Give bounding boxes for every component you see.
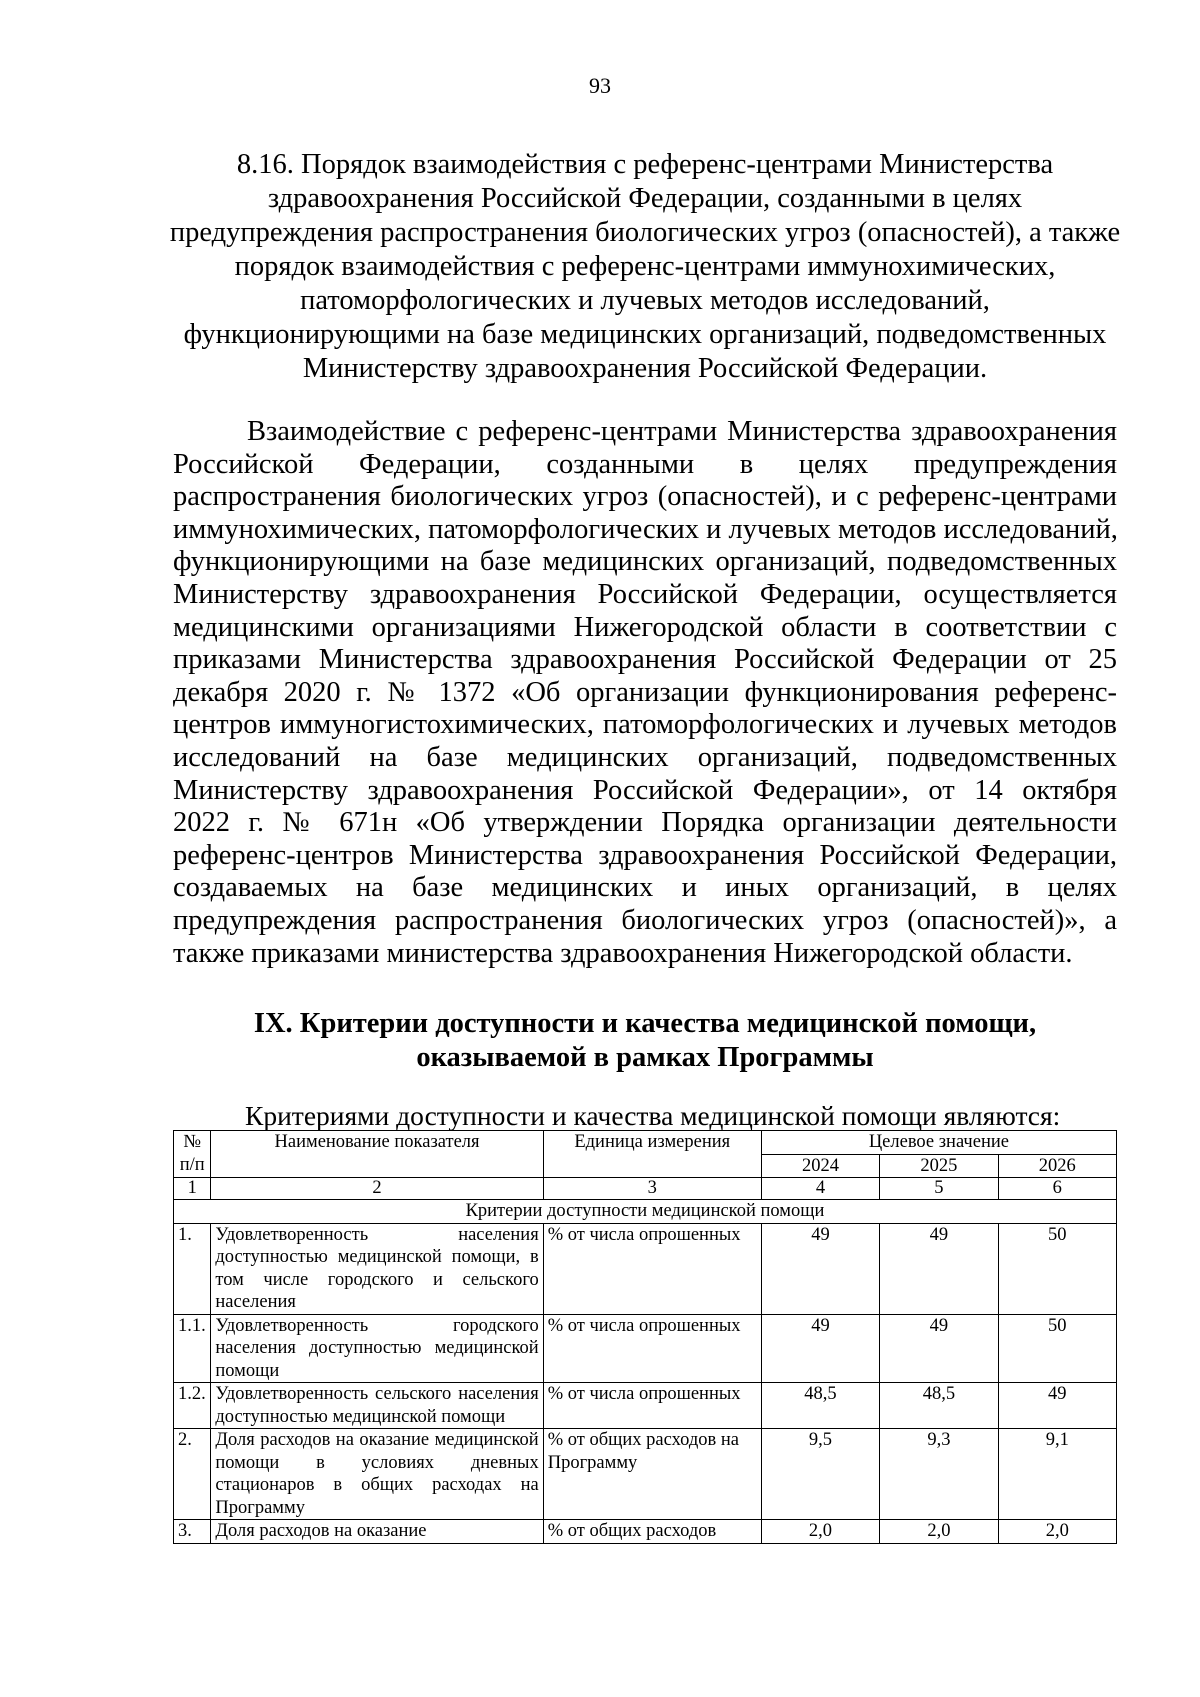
body-line: предупреждения распространения биологических угроз (опасностей)», а bbox=[173, 904, 1117, 936]
row-unit: % от числа опрошенных bbox=[543, 1314, 761, 1383]
body-line: также приказами министерства здравоохранения Нижегородской области. bbox=[173, 937, 1073, 969]
row-unit: % от числа опрошенных bbox=[543, 1383, 761, 1429]
section-title-line: предупреждения распространения биологических угроз (опасностей), а также bbox=[169, 217, 1121, 248]
page-number: 93 bbox=[589, 73, 611, 98]
row-name: Удовлетворенность населения доступностью медицинской помощи, в том числе городского и сельского населения bbox=[211, 1223, 543, 1314]
header-target: Целевое значение bbox=[761, 1131, 1116, 1155]
section-title-line: патоморфологических и лучевых методов исследований, bbox=[300, 285, 990, 316]
body-line: создаваемых на базе медицинских и иных организаций, в целях bbox=[173, 872, 1117, 904]
row-value-2024: 49 bbox=[761, 1223, 879, 1314]
column-index: 6 bbox=[998, 1178, 1116, 1200]
row-value-2026: 2,0 bbox=[998, 1520, 1116, 1544]
section-title-line: здравоохранения Российской Федерации, созданными в целях bbox=[267, 183, 1023, 214]
table-row bbox=[174, 1520, 1117, 1544]
body-line: Министерству здравоохранения Российской Федерации, осуществляется bbox=[173, 578, 1117, 610]
row-num: 1.2. bbox=[174, 1383, 211, 1429]
column-index: 5 bbox=[880, 1178, 998, 1200]
table-row bbox=[174, 1383, 1117, 1429]
header-name: Наименование показателя bbox=[211, 1131, 543, 1178]
row-value-2025: 2,0 bbox=[880, 1520, 998, 1544]
body-line: функционирующими на базе медицинских организаций, подведомственных bbox=[173, 546, 1117, 578]
column-index: 1 bbox=[174, 1178, 211, 1200]
row-num: 3. bbox=[174, 1520, 211, 1544]
section-title-line: порядок взаимодействия с референс-центрами иммунохимических, bbox=[234, 251, 1056, 282]
row-name: Удовлетворенность сельского населения доступностью медицинской помощи bbox=[211, 1383, 543, 1429]
body-line: распространения биологических угроз (опасностей), и с референс-центрами bbox=[173, 481, 1117, 513]
body-line: приказами Министерства здравоохранения Российской Федерации от 25 bbox=[173, 644, 1117, 676]
row-value-2025: 9,3 bbox=[880, 1429, 998, 1520]
row-value-2024: 9,5 bbox=[761, 1429, 879, 1520]
body-line: медицинскими организациями Нижегородской области в соответствии с bbox=[173, 611, 1117, 643]
body-line: иммунохимических, патоморфологических и лучевых методов исследований, bbox=[173, 513, 1118, 545]
column-index: 4 bbox=[761, 1178, 879, 1200]
row-name: Удовлетворенность городского населения доступностью медицинской помощи bbox=[211, 1314, 543, 1383]
body-line: центров иммуногистохимических, патоморфологических и лучевых методов bbox=[173, 709, 1117, 741]
row-value-2025: 49 bbox=[880, 1314, 998, 1383]
column-index: 2 bbox=[211, 1178, 543, 1200]
row-name: Доля расходов на оказание медицинской помощи в условиях дневных стационаров в общих расходах на Программу bbox=[211, 1429, 543, 1520]
row-name: Доля расходов на оказание bbox=[211, 1520, 543, 1544]
row-value-2025: 49 bbox=[880, 1223, 998, 1314]
table-subheading-row bbox=[174, 1200, 1117, 1224]
header-unit: Единица измерения bbox=[543, 1131, 761, 1178]
column-index: 3 bbox=[543, 1178, 761, 1200]
table-row bbox=[174, 1223, 1117, 1314]
header-year: 2025 bbox=[880, 1154, 998, 1178]
table-subheading: Критерии доступности медицинской помощи bbox=[174, 1200, 1117, 1224]
row-unit: % от числа опрошенных bbox=[543, 1223, 761, 1314]
table-caption: Критериями доступности и качества медицинской помощи являются: bbox=[245, 1100, 1061, 1131]
row-unit: % от общих расходов bbox=[543, 1520, 761, 1544]
body-line: 2022 г. № 671н «Об утверждении Порядка организации деятельности bbox=[173, 807, 1117, 839]
row-value-2024: 48,5 bbox=[761, 1383, 879, 1429]
row-value-2026: 9,1 bbox=[998, 1429, 1116, 1520]
header-year: 2024 bbox=[761, 1154, 879, 1178]
column-index-row bbox=[174, 1178, 1117, 1200]
section-title bbox=[160, 148, 1130, 386]
header-year: 2026 bbox=[998, 1154, 1116, 1178]
body-line: Министерству здравоохранения Российской Федерации», от 14 октября bbox=[173, 774, 1117, 806]
row-num: 2. bbox=[174, 1429, 211, 1520]
row-value-2026: 49 bbox=[998, 1383, 1116, 1429]
chapter-heading-line: оказываемой в рамках Программы bbox=[416, 1042, 874, 1073]
table-header-row bbox=[174, 1131, 1117, 1155]
body-line: декабря 2020 г. № 1372 «Об организации функционирования референс- bbox=[173, 676, 1117, 708]
body-line: исследований на базе медицинских организаций, подведомственных bbox=[173, 741, 1117, 773]
body-line: референс-центров Министерства здравоохранения Российской Федерации, bbox=[173, 839, 1117, 871]
row-value-2025: 48,5 bbox=[880, 1383, 998, 1429]
row-num: 1. bbox=[174, 1223, 211, 1314]
row-unit: % от общих расходов на Программу bbox=[543, 1429, 761, 1520]
section-title-line: Министерству здравоохранения Российской Федерации. bbox=[302, 353, 988, 384]
row-value-2024: 49 bbox=[761, 1314, 879, 1383]
row-value-2026: 50 bbox=[998, 1314, 1116, 1383]
criteria-table bbox=[173, 1130, 1117, 1544]
body-paragraph bbox=[173, 416, 1117, 970]
section-title-line: 8.16. Порядок взаимодействия с референс-центрами Министерства bbox=[236, 149, 1054, 180]
chapter-heading-line: IX. Критерии доступности и качества медицинской помощи, bbox=[253, 1008, 1037, 1039]
chapter-heading bbox=[160, 1007, 1130, 1075]
body-line: Российской Федерации, созданными в целях предупреждения bbox=[173, 448, 1117, 480]
row-value-2026: 50 bbox=[998, 1223, 1116, 1314]
row-value-2024: 2,0 bbox=[761, 1520, 879, 1544]
table-row bbox=[174, 1314, 1117, 1383]
body-line: Взаимодействие с референс-центрами Министерства здравоохранения bbox=[247, 416, 1117, 447]
row-num: 1.1. bbox=[174, 1314, 211, 1383]
table-row bbox=[174, 1429, 1117, 1520]
section-title-line: функционирующими на базе медицинских организаций, подведомственных bbox=[183, 319, 1107, 350]
header-num: № п/п bbox=[174, 1131, 211, 1178]
